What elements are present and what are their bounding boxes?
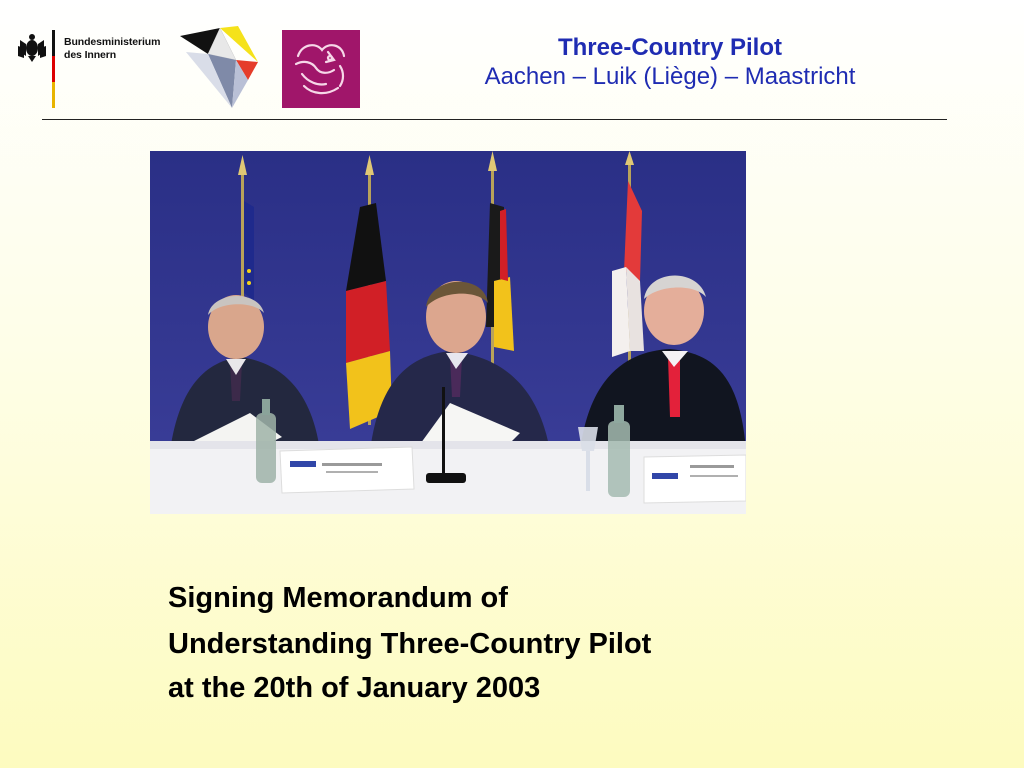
slide-title-block xyxy=(380,34,960,92)
signing-ceremony-photo xyxy=(150,151,746,514)
slide-title: Three-Country Pilot xyxy=(557,34,782,61)
eu-flag xyxy=(244,201,254,301)
ministry-name-line1: Bundesministerium xyxy=(64,36,161,48)
name-card-right xyxy=(644,455,746,503)
header-divider xyxy=(42,119,947,120)
name-card-center xyxy=(280,447,414,493)
ministry-logo xyxy=(14,26,174,112)
photo-caption xyxy=(168,576,788,710)
caption-line-3: at the 20th of January 2003 xyxy=(168,672,541,704)
three-country-geometric-logo xyxy=(178,24,262,112)
ministry-name-line2: des Innern xyxy=(64,49,117,61)
caption-line-1: Signing Memorandum of xyxy=(168,582,508,614)
ministry-name xyxy=(64,36,160,62)
lion-emblem-icon xyxy=(282,30,360,108)
caption-line-2: Understanding Three-Country Pilot xyxy=(168,628,652,660)
slide-subtitle: Aachen – Luik (Liège) – Maastricht xyxy=(484,63,856,90)
